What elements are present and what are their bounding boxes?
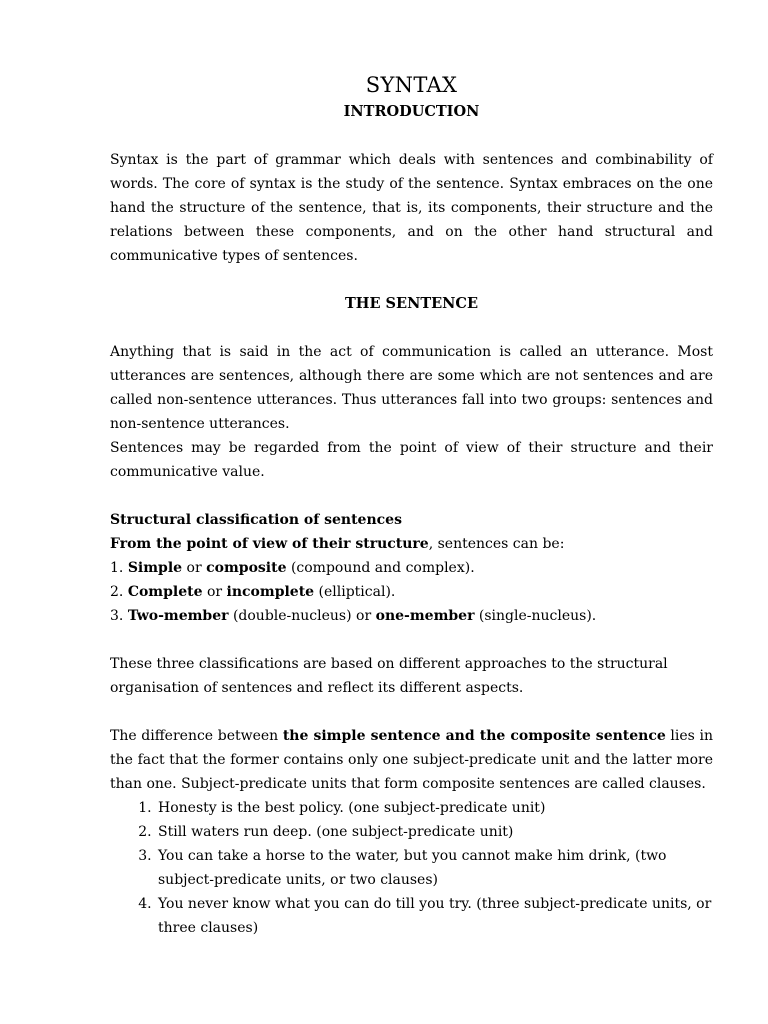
difference-paragraph bbox=[110, 724, 713, 796]
classification-term-b: one-member bbox=[375, 608, 475, 624]
structural-lead-bold: From the point of view of their structure bbox=[110, 536, 429, 552]
classification-mid: or bbox=[202, 584, 227, 600]
classification-rest: (single-nucleus). bbox=[474, 608, 597, 624]
list-item: 3. You can take a horse to the water, but you cannot make him drink, (two subject-predicate units, or two clauses) bbox=[156, 844, 713, 892]
intro-paragraph: Syntax is the part of grammar which deals with sentences and combinability of words. The core of syntax is the study of the sentence. Syntax embraces on the one hand the structure of the sentence, that is, its components, their structure and the relations between these components, and on the other hand structural and communicative types of sentences. bbox=[110, 152, 713, 264]
classification-term-a: Simple bbox=[127, 560, 183, 576]
section-title-introduction: INTRODUCTION bbox=[343, 103, 480, 120]
document-page bbox=[110, 70, 713, 940]
classification-mid: or bbox=[182, 560, 207, 576]
spacer bbox=[110, 484, 713, 508]
classification-term-a: Complete bbox=[127, 584, 203, 600]
structural-heading: Structural classification of sentences bbox=[110, 512, 402, 528]
regarded-paragraph: Sentences may be regarded from the point of view of their structure and their communicative value. bbox=[110, 440, 713, 480]
classifications-paragraph: These three classifications are based on different approaches to the structural organisation of sentences and reflect its different aspects. bbox=[110, 656, 668, 696]
utterance-paragraph: Anything that is said in the act of communication is called an utterance. Most utterances are sentences, although there are some which are not sentences and are called non-sentence utterances. Thus utterances fall into two groups: sentences and non-sentence utterances. bbox=[110, 344, 713, 432]
list-item: 4. You never know what you can do till you try. (three subject-predicate units, or three clauses) bbox=[156, 892, 713, 940]
classification-item bbox=[110, 556, 713, 580]
list-item: 2. Still waters run deep. (one subject-predicate unit) bbox=[156, 820, 713, 844]
section-title-sentence: THE SENTENCE bbox=[344, 295, 479, 312]
classification-mid: (double-nucleus) or bbox=[228, 608, 376, 624]
list-item: 1. Honesty is the best policy. (one subject-predicate unit) bbox=[156, 796, 713, 820]
classification-term-a: Two-member bbox=[127, 608, 229, 624]
examples-list bbox=[110, 796, 713, 940]
classification-number: 3. bbox=[110, 608, 128, 624]
classification-term-b: composite bbox=[206, 560, 287, 576]
difference-before: The difference between bbox=[110, 728, 283, 744]
spacer bbox=[110, 700, 713, 724]
spacer bbox=[110, 628, 713, 652]
classification-number: 2. bbox=[110, 584, 128, 600]
classification-term-b: incomplete bbox=[226, 584, 315, 600]
classification-number: 1. bbox=[110, 560, 128, 576]
classification-item bbox=[110, 604, 713, 628]
difference-after: lies in the fact that the former contains only one subject-predicate unit and the latter more than one. Subject-predicate units that form composite sentences are called clauses. bbox=[110, 728, 713, 792]
document-title: SYNTAX bbox=[365, 73, 458, 97]
structural-lead-rest: , sentences can be: bbox=[428, 536, 565, 552]
structural-lead bbox=[110, 532, 713, 556]
classification-rest: (elliptical). bbox=[314, 584, 396, 600]
difference-bold: the simple sentence and the composite sentence bbox=[282, 728, 666, 744]
classification-item bbox=[110, 580, 713, 604]
classification-rest: (compound and complex). bbox=[286, 560, 475, 576]
